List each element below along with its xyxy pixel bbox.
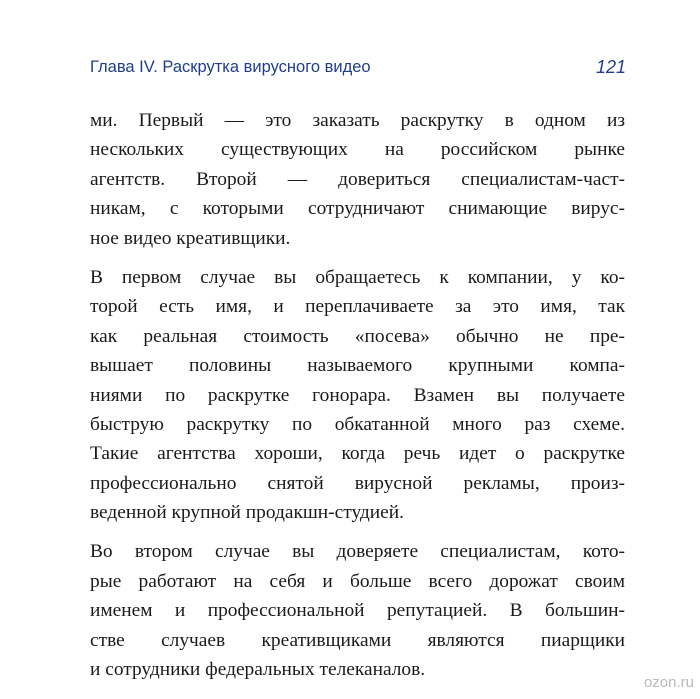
paragraph: [90, 106, 625, 253]
text-line: вышает половины называемого крупными компа-: [90, 355, 625, 377]
paragraph: [90, 537, 625, 684]
text-line: быструю раскрутку по обкатанной много раз схеме.: [90, 413, 625, 435]
text-line: рые работают на себя и больше всего дорожат своим: [90, 570, 625, 592]
text-line: именем и профессиональной репутацией. В большин-: [90, 600, 625, 622]
text-line: В первом случае вы обращаетесь к компании, у ко-: [90, 266, 625, 288]
text-line: агентств. Второй — довериться специалистам-част-: [90, 168, 625, 190]
text-line: ми. Первый — это заказать раскрутку в одном из: [90, 110, 625, 131]
text-line: Во втором случае вы доверяете специалистам, кото-: [90, 541, 625, 563]
text-line: никам, с которыми сотрудничают снимающие вирус-: [90, 198, 625, 220]
text-line: ниями по раскрутке гонорара. Взамен вы получаете: [90, 384, 625, 406]
body-text: [90, 106, 625, 694]
text-line: Такие агентства хороши, когда речь идет о раскрутке: [90, 443, 625, 465]
text-line: как реальная стоимость «посева» обычно не пре-: [90, 325, 625, 347]
text-line: и сотрудники федеральных телеканалов.: [90, 659, 426, 681]
text-line: веденной крупной продакшн-студией.: [90, 502, 405, 524]
text-line: нескольких существующих на российском рынке: [90, 139, 625, 161]
running-header: [90, 56, 626, 80]
watermark: ozon.ru: [643, 674, 694, 691]
text-line: стве случаев креативщиками являются пиарщики: [90, 629, 625, 651]
text-line: профессионально снятой вирусной рекламы, произ-: [90, 472, 625, 494]
text-line: ное видео креативщики.: [90, 227, 291, 249]
paragraph: [90, 263, 625, 528]
chapter-title: Глава IV. Раскрутка вирусного видео: [90, 58, 371, 76]
text-line: торой есть имя, и переплачиваете за это имя, так: [90, 296, 625, 318]
page-number: 121: [595, 57, 626, 77]
